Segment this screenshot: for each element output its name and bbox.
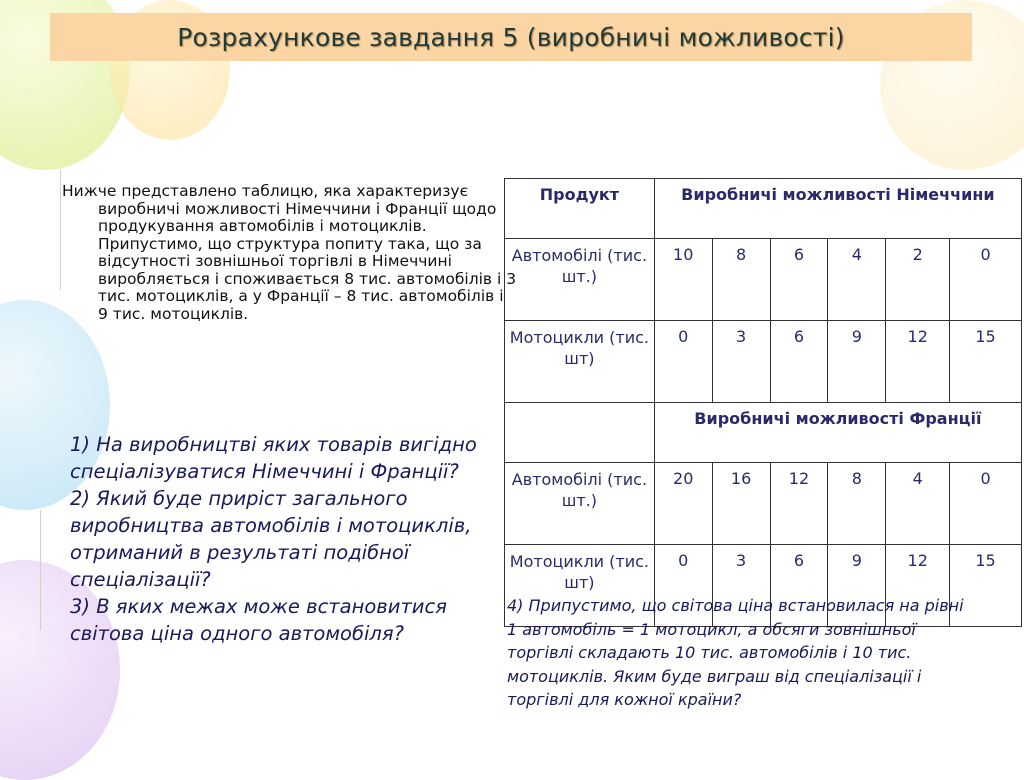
row-label: Мотоцикли (тис. шт) (505, 545, 655, 627)
table-cell: 20 (654, 463, 712, 545)
balloon-string (60, 170, 61, 290)
table-cell: 9 (828, 321, 886, 403)
question-2: 2) Який буде приріст загального виробництва автомобілів і мотоциклів, отриманий в результаті подібної спеціалізації? (70, 487, 472, 591)
table-header-row (505, 179, 1022, 239)
production-table (504, 178, 1022, 627)
table-cell: 4 (828, 239, 886, 321)
table-cell: 12 (886, 321, 950, 403)
table-cell: 8 (828, 463, 886, 545)
table-cell: 4 (886, 463, 950, 545)
table-cell: 3 (712, 545, 770, 627)
question-4: 4) Припустимо, що світова ціна встановилася на рівні 1 автомобіль = 1 мотоцикл, а обсяги зовнішньої торгівлі складають 10 тис. автомобілів і 10 тис. мотоциклів. Яким буде виграш від спеціалізації і торгівлі для кожної країни? (507, 596, 964, 709)
table-cell: 2 (886, 239, 950, 321)
table-cell: 0 (950, 239, 1022, 321)
question-3: 3) В яких межах може встановитися світова ціна одного автомобіля? (70, 595, 447, 645)
table-cell: 8 (712, 239, 770, 321)
questions-block (70, 431, 490, 647)
table-cell: 16 (712, 463, 770, 545)
table-cell: 15 (950, 545, 1022, 627)
table-row (505, 239, 1022, 321)
product-header: Продукт (505, 179, 655, 239)
germany-header: Виробничі можливості Німеччини (654, 179, 1021, 239)
balloon-string (40, 510, 41, 630)
table-row (505, 463, 1022, 545)
table-cell: 0 (654, 321, 712, 403)
table-cell: 9 (828, 545, 886, 627)
table-cell: 6 (770, 239, 828, 321)
table-cell: 0 (950, 463, 1022, 545)
table-cell: 0 (654, 545, 712, 627)
empty-cell (505, 403, 655, 463)
title-banner (50, 13, 972, 61)
table-cell: 12 (886, 545, 950, 627)
question-1: 1) На виробництві яких товарів вигідно спеціалізуватися Німеччині і Франції? (70, 433, 477, 483)
row-label: Мотоцикли (тис. шт) (505, 321, 655, 403)
table-subheader-row (505, 403, 1022, 463)
table-cell: 12 (770, 463, 828, 545)
france-header: Виробничі можливості Франції (654, 403, 1021, 463)
page-title: Розрахункове завдання 5 (виробничі можливості) (177, 22, 845, 52)
table-cell: 6 (770, 321, 828, 403)
table-cell: 6 (770, 545, 828, 627)
table-row (505, 321, 1022, 403)
intro-text: Нижче представлено таблицю, яка характеризує виробничі можливості Німеччини і Франції щодо продукування автомобілів і мотоциклів. Припустимо, що структура попиту така, що за відсутності зовнішньої торгівлі в Німеччині виробляється і споживається 8 тис. автомобілів і 3 тис. мотоциклів, а у Франції – 8 тис. автомобілів і 9 тис. мотоциклів. (62, 182, 517, 323)
table-cell: 15 (950, 321, 1022, 403)
table-cell: 10 (654, 239, 712, 321)
row-label: Автомобілі (тис. шт.) (505, 463, 655, 545)
row-label: Автомобілі (тис. шт.) (505, 239, 655, 321)
table-cell: 3 (712, 321, 770, 403)
